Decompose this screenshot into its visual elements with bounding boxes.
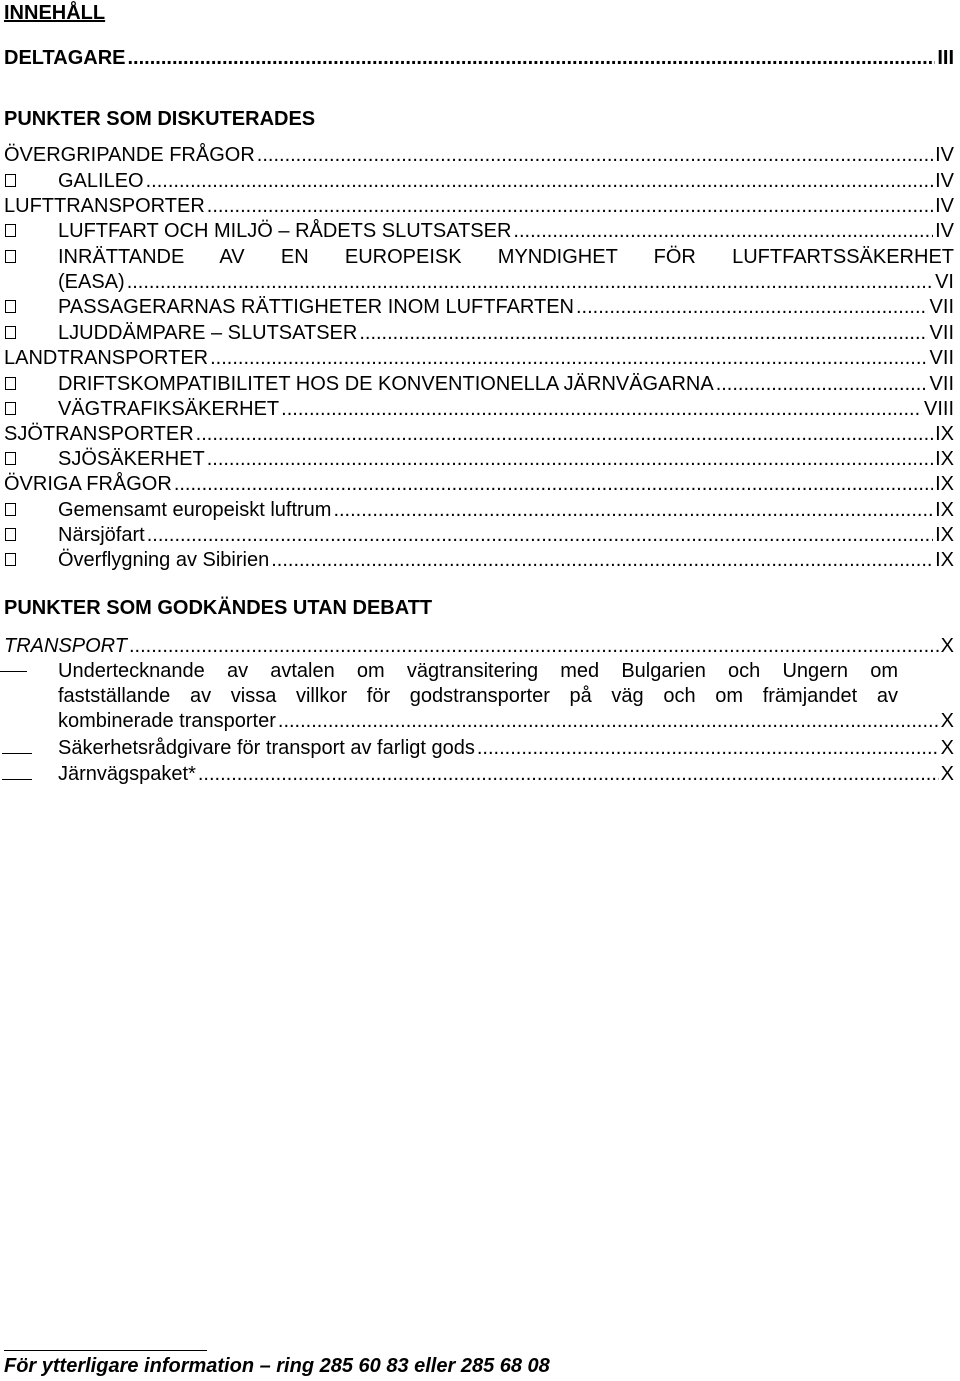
dot-leader [147, 523, 933, 548]
toc-label: SJÖTRANSPORTER [4, 423, 194, 445]
toc-entry[interactable] [4, 143, 954, 168]
toc-entry[interactable] [4, 346, 954, 371]
dot-leader [207, 194, 933, 219]
toc-page: IV [935, 195, 954, 217]
toc-subentry[interactable] [0, 295, 954, 320]
toc-label: TRANSPORT [4, 635, 127, 657]
bullet-box-icon [0, 452, 58, 465]
bullet-box-icon [0, 250, 58, 263]
toc-label: LJUDDÄMPARE – SLUTSATSER [58, 322, 358, 344]
toc-label: PASSAGERARNAS RÄTTIGHETER INOM LUFTFARTEN [58, 296, 574, 318]
toc-entry-participants[interactable] [4, 46, 954, 71]
toc-subentry-continuation[interactable] [0, 270, 954, 295]
dot-leader [271, 548, 933, 573]
bullet-box-icon [0, 300, 58, 313]
toc-entry[interactable] [4, 422, 954, 447]
section-heading-discussed: PUNKTER SOM DISKUTERADES [4, 108, 316, 130]
bullet-dash-icon [0, 779, 58, 780]
toc-label: (EASA) [58, 271, 125, 293]
toc-page: IX [935, 549, 954, 571]
toc-label: LANDTRANSPORTER [4, 347, 209, 369]
toc-label: Överflygning av Sibirien [58, 549, 270, 571]
dot-leader [257, 143, 933, 168]
toc-label: Järnvägspaket* [58, 763, 196, 785]
dot-leader [576, 295, 928, 320]
toc-subentry[interactable] [0, 548, 954, 573]
toc-label-line: fastställande av vissa villkor för godstransporter på väg och om främjandet av [58, 685, 898, 707]
dot-leader [210, 346, 927, 371]
toc-category-transport[interactable] [4, 634, 954, 659]
dot-leader [359, 321, 927, 346]
toc-entry[interactable] [4, 194, 954, 219]
toc-subentry[interactable] [0, 762, 954, 787]
toc-page: VII [929, 373, 954, 395]
toc-page: VII [929, 347, 954, 369]
dot-leader [207, 447, 933, 472]
dot-leader [198, 762, 939, 787]
toc-subentry[interactable] [0, 523, 954, 548]
bullet-box-icon [0, 224, 58, 237]
bullet-box-icon [0, 402, 58, 415]
toc-label: DELTAGARE [4, 47, 126, 69]
bullet-dash-icon [0, 753, 58, 754]
toc-label: SJÖSÄKERHET [58, 448, 205, 470]
dot-leader [513, 219, 933, 244]
toc-label: ÖVRIGA FRÅGOR [4, 473, 172, 495]
toc-subentry[interactable] [0, 447, 954, 472]
toc-page: X [940, 635, 954, 657]
toc-page: III [937, 47, 954, 69]
toc-page: X [940, 710, 954, 732]
toc-label: kombinerade transporter [58, 710, 276, 732]
footnote-rule [4, 1350, 207, 1351]
toc-subentry[interactable] [0, 498, 954, 523]
dot-leader [477, 736, 939, 761]
dot-leader [127, 46, 935, 71]
toc-label: LUFTFART OCH MILJÖ – RÅDETS SLUTSATSER [58, 220, 512, 242]
toc-subentry[interactable] [0, 321, 954, 346]
bullet-box-icon [0, 528, 58, 541]
toc-label: INRÄTTANDE AV EN EUROPEISK MYNDIGHET FÖR LUFTFARTSSÄKERHET [58, 246, 954, 268]
toc-page: X [940, 763, 954, 785]
toc-entry[interactable] [4, 472, 954, 497]
dot-leader [146, 169, 933, 194]
toc-subentry[interactable] [0, 397, 954, 422]
bullet-box-icon [0, 503, 58, 516]
toc-title: INNEHÅLL [4, 2, 106, 24]
bullet-box-icon [0, 174, 58, 187]
toc-page: X [940, 737, 954, 759]
dot-leader [129, 634, 939, 659]
toc-subentry[interactable] [0, 736, 954, 761]
bullet-box-icon [0, 326, 58, 339]
toc-page: IV [935, 220, 954, 242]
dot-leader [196, 422, 933, 447]
toc-subentry[interactable] [0, 169, 954, 194]
dot-leader [716, 372, 928, 397]
bullet-box-icon [0, 553, 58, 566]
toc-page: VI [935, 271, 954, 293]
dot-leader [174, 472, 933, 497]
bullet-dash-icon [0, 659, 58, 684]
toc-page: IX [935, 524, 954, 546]
toc-subentry[interactable] [0, 372, 954, 397]
toc-subentry[interactable] [0, 219, 954, 244]
toc-page: IX [935, 499, 954, 521]
section-heading-approved: PUNKTER SOM GODKÄNDES UTAN DEBATT [4, 597, 433, 619]
dot-leader [278, 709, 939, 734]
bullet-box-icon [0, 377, 58, 390]
toc-page: VIII [923, 398, 954, 420]
toc-page: IX [935, 448, 954, 470]
toc-page: IX [935, 423, 954, 445]
dot-leader [281, 397, 922, 422]
toc-page: VII [929, 322, 954, 344]
toc-label: VÄGTRAFIKSÄKERHET [58, 398, 280, 420]
dot-leader [333, 498, 933, 523]
toc-page: VII [929, 296, 954, 318]
toc-label: LUFTTRANSPORTER [4, 195, 205, 217]
footer-contact-note: För ytterligare information – ring 285 60 83 eller 285 68 08 [4, 1355, 550, 1377]
toc-label: DRIFTSKOMPATIBILITET HOS DE KONVENTIONELLA JÄRNVÄGARNA [58, 373, 714, 395]
toc-label: Gemensamt europeiskt luftrum [58, 499, 332, 521]
toc-label: Närsjöfart [58, 524, 145, 546]
toc-label-line: Undertecknande av avtalen om vägtransitering med Bulgarien och Ungern om [58, 660, 898, 682]
toc-subentry-wrapped[interactable] [0, 245, 954, 270]
toc-label: ÖVERGRIPANDE FRÅGOR [4, 144, 255, 166]
toc-subentry-continuation[interactable] [0, 709, 954, 734]
dot-leader [127, 270, 933, 295]
toc-label: GALILEO [58, 170, 144, 192]
toc-label: Säkerhetsrådgivare för transport av farligt gods [58, 737, 475, 759]
toc-page: IV [935, 144, 954, 166]
toc-page: IV [935, 170, 954, 192]
toc-page: IX [935, 473, 954, 495]
